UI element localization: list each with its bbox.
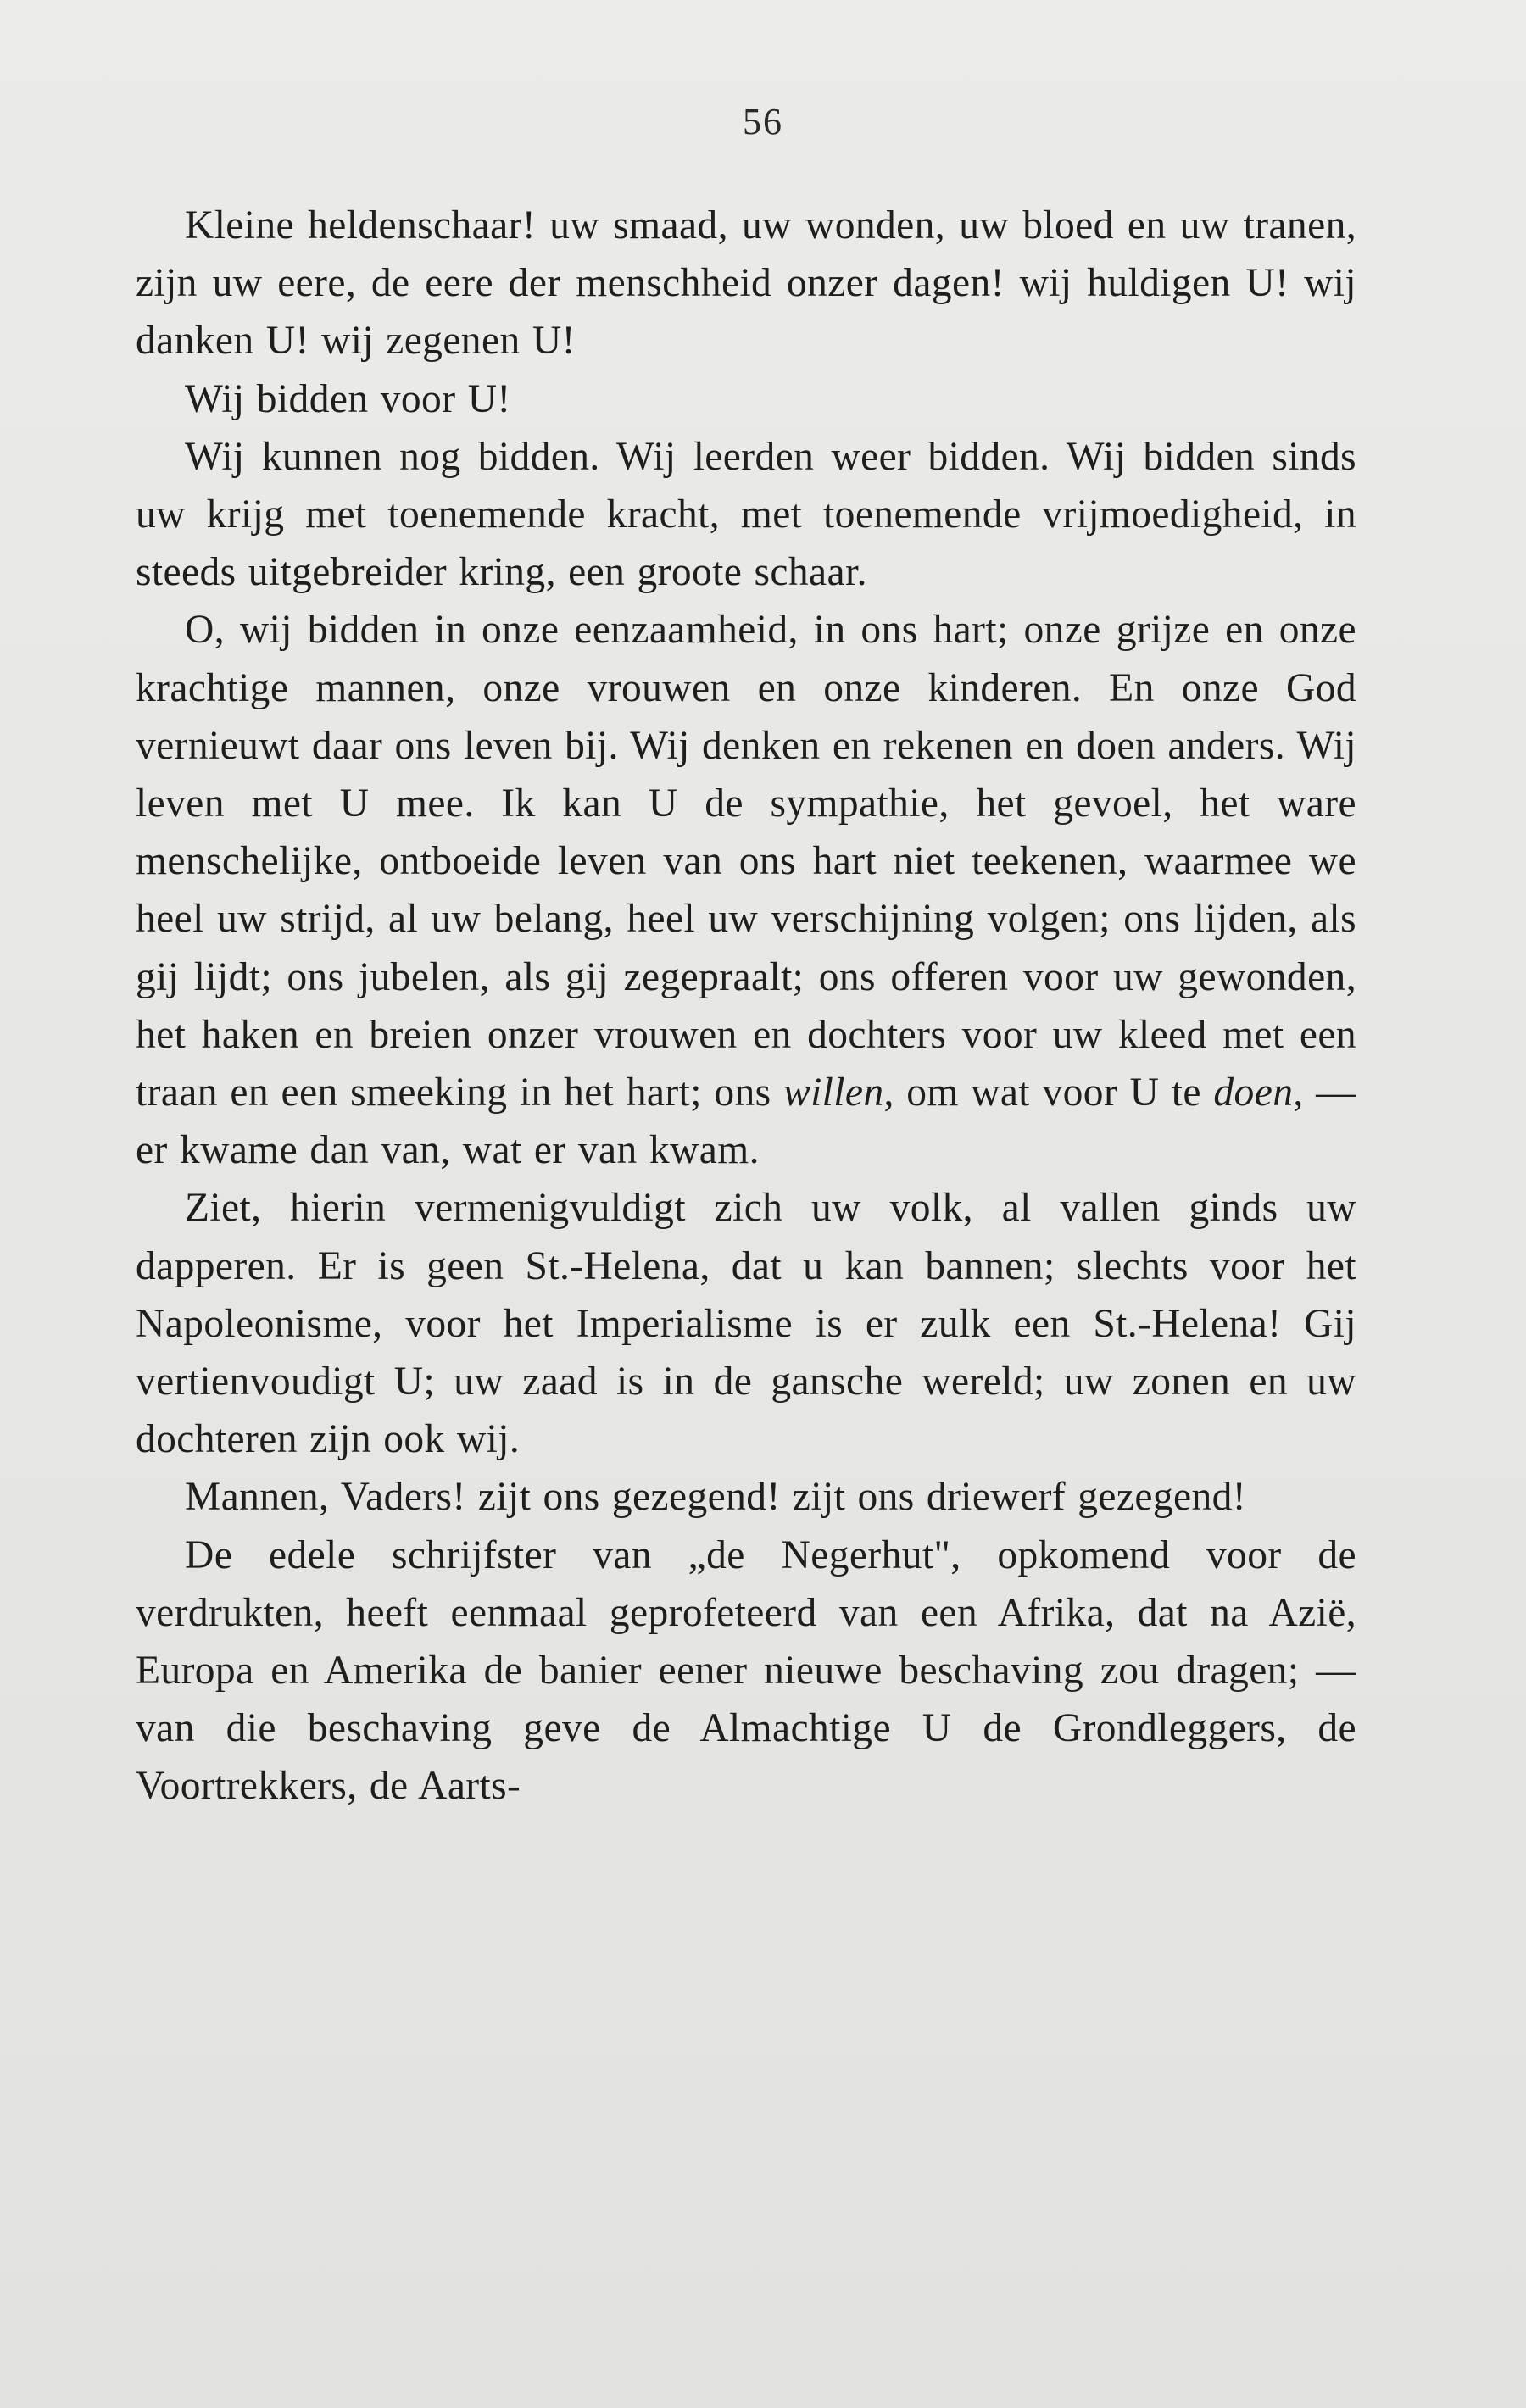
paragraph-1: Kleine heldenschaar! uw smaad, uw wonden, uw bloed en uw tranen, zijn uw eere, de eere der menschheid onzer dagen! wij huldigen U! wij danken U! wij zegenen U! — [136, 203, 1356, 364]
paragraph-3: Wij kunnen nog bidden. Wij leerden weer bidden. Wij bidden sinds uw krijg met toenemende kracht, met toenemende vrijmoedigheid, in steeds uitgebreider kring, een groote schaar. — [136, 434, 1356, 595]
paragraph-5: Ziet, hierin vermenigvuldigt zich uw volk, al vallen ginds uw dapperen. Er is geen St.-Helena, dat u kan bannen; slechts voor het Napoleonisme, voor het Imperialisme is er zulk een St.-Helena! Gij vertienvoudigt U; uw zaad is in de gansche wereld; uw zonen en uw dochteren zijn ook wij. — [136, 1186, 1356, 1462]
italic-word-willen: willen — [782, 1071, 884, 1115]
paragraph-4-part-3: , — er kwame dan van, wat er van kwam. — [136, 1071, 1357, 1173]
page-number: 56 — [743, 101, 783, 142]
italic-word-doen: doen — [1213, 1071, 1294, 1115]
paragraph-4-part-2: , om wat voor U te — [883, 1071, 1214, 1115]
paragraph-7: De edele schrijfster van „de Negerhut", opkomend voor de verdrukten, heeft eenmaal geprofeteerd van een Afrika, dat na Azië, Europa en Amerika de banier eener nieuwe beschaving zou dragen; — van die beschaving geve de Almachtige U de Grondleggers, de Voortrekkers, de Aarts- — [136, 1532, 1356, 1809]
paragraph-4 — [136, 601, 1356, 1179]
paragraph-6: Mannen, Vaders! zijt ons gezegend! zijt ons driewerf gezegend! — [185, 1475, 1247, 1520]
body-text — [136, 197, 1356, 1816]
paragraph-4-part-1: O, wij bidden in onze eenzaamheid, in ons hart; onze grijze en onze krachtige mannen, onze vrouwen en onze kinderen. En onze God vernieuwt daar ons leven bij. Wij denken en rekenen en doen anders. Wij leven met U mee. Ik kan U de sympathie, het gevoel, het ware menschelijke, ontboeide leven van ons hart niet teekenen, waarmee we heel uw strijd, al uw belang, heel uw verschijning volgen; ons lijden, als gij lijdt; ons jubelen, als gij zegepraalt; ons offeren voor uw gewonden, het haken en breien onzer vrouwen en dochters voor uw kleed met een traan en een smeeking in het hart; ons — [136, 608, 1356, 1115]
paragraph-2: Wij bidden voor U! — [185, 376, 511, 421]
